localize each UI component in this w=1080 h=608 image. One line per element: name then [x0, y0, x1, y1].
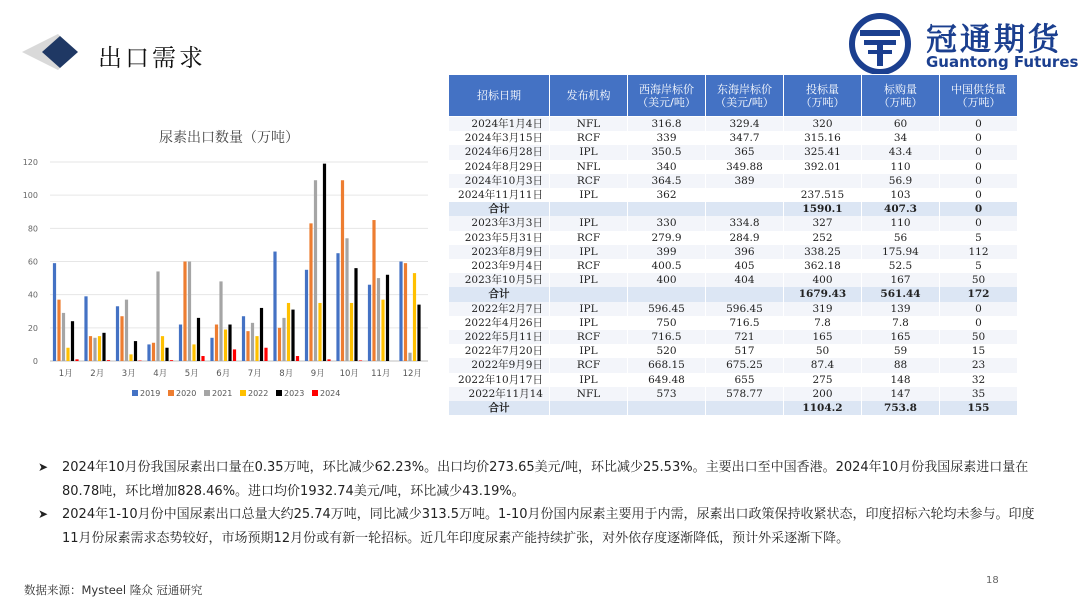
table-cell: 675.25 [706, 358, 784, 372]
table-total-row [449, 202, 1018, 216]
table-row [449, 145, 1018, 159]
table-cell: 2023年5月31日 [449, 231, 550, 245]
bar-2019 [273, 252, 276, 361]
table-cell: 350.5 [628, 145, 706, 159]
table-cell: 649.48 [628, 373, 706, 387]
title-diamond-icon [20, 34, 84, 70]
table-cell: IPL [550, 302, 628, 316]
table-cell: 32 [940, 373, 1018, 387]
bar-2023 [134, 341, 137, 361]
table-cell: 87.4 [784, 358, 862, 372]
table-cell: 139 [862, 302, 940, 316]
chart-title: 尿素出口数量（万吨） [159, 130, 299, 146]
table-header-cell: 东海岸标价 （美元/吨） [706, 75, 784, 117]
table-cell: RCF [550, 358, 628, 372]
bar-2024 [233, 349, 236, 361]
table-cell: 340 [628, 160, 706, 174]
table-row [449, 330, 1018, 344]
table-cell: 43.4 [862, 145, 940, 159]
table-cell: IPL [550, 216, 628, 230]
bar-2023 [102, 333, 105, 361]
table-cell: 284.9 [706, 231, 784, 245]
bar-2019 [210, 338, 213, 361]
bar-2019 [147, 344, 150, 361]
table-cell: 315.16 [784, 131, 862, 145]
table-cell: 2023年3月3日 [449, 216, 550, 230]
bar-2019 [336, 253, 339, 361]
table-cell [628, 202, 706, 216]
bar-2020 [309, 223, 312, 361]
legend-swatch [240, 390, 246, 396]
table-cell: 0 [940, 216, 1018, 230]
bar-2024 [327, 359, 330, 361]
x-tick-label: 8月 [279, 369, 294, 379]
bar-2019 [399, 262, 402, 362]
table-cell: 15 [940, 344, 1018, 358]
bar-2023 [291, 310, 294, 361]
table-cell: NFL [550, 387, 628, 401]
table-cell: 2024年1月4日 [449, 117, 550, 132]
table-total-row [449, 401, 1018, 415]
table-cell: 5 [940, 231, 1018, 245]
table-row [449, 245, 1018, 259]
y-tick-label: 100 [22, 191, 38, 201]
table-cell: 2023年9月4日 [449, 259, 550, 273]
x-tick-label: 3月 [121, 369, 136, 379]
table-cell: RCF [550, 330, 628, 344]
bar-2022 [129, 354, 132, 361]
table-cell: 2024年10月3日 [449, 174, 550, 188]
table-total-row [449, 287, 1018, 301]
table-cell: 721 [706, 330, 784, 344]
table-cell: 362.18 [784, 259, 862, 273]
table-cell: 0 [940, 131, 1018, 145]
table-cell: 325.41 [784, 145, 862, 159]
table-cell: 389 [706, 174, 784, 188]
y-tick-label: 80 [27, 224, 38, 234]
bar-2024 [107, 360, 110, 361]
table-cell: 330 [628, 216, 706, 230]
table-cell: IPL [550, 373, 628, 387]
bar-2022 [318, 303, 321, 361]
table-row [449, 316, 1018, 330]
legend-swatch [204, 390, 210, 396]
commentary-item [38, 456, 1036, 503]
table-cell: 2024年11月11日 [449, 188, 550, 202]
table-cell: 252 [784, 231, 862, 245]
legend-label: 2020 [176, 389, 197, 398]
table-cell: 60 [862, 117, 940, 132]
bar-2023 [417, 305, 420, 361]
bar-2019 [84, 296, 87, 361]
bar-2020 [57, 300, 60, 361]
bar-2022 [224, 329, 227, 361]
table-header-row [449, 75, 1018, 117]
table-cell: 165 [862, 330, 940, 344]
table-cell: 362 [628, 188, 706, 202]
table-cell: 23 [940, 358, 1018, 372]
table-cell: 167 [862, 273, 940, 287]
table-cell: 399 [628, 245, 706, 259]
table-cell: 165 [784, 330, 862, 344]
table-header-cell: 中国供货量 （万吨） [940, 75, 1018, 117]
table-cell: 2022年4月26日 [449, 316, 550, 330]
table-cell: RCF [550, 231, 628, 245]
table-cell [550, 287, 628, 301]
table-cell: 50 [940, 273, 1018, 287]
legend-label: 2021 [212, 389, 233, 398]
table-cell [628, 401, 706, 415]
x-tick-label: 4月 [153, 369, 168, 379]
bar-2020 [372, 220, 375, 361]
chart-svg [14, 118, 440, 414]
x-tick-label: 6月 [216, 369, 231, 379]
table-cell: 338.25 [784, 245, 862, 259]
y-tick-label: 40 [27, 290, 38, 300]
x-tick-label: 2月 [90, 369, 105, 379]
table-header-cell: 西海岸标价 （美元/吨） [628, 75, 706, 117]
table-cell: 339 [628, 131, 706, 145]
table-cell: 407.3 [862, 202, 940, 216]
table-cell: 668.15 [628, 358, 706, 372]
table-cell: 275 [784, 373, 862, 387]
table-cell: 329.4 [706, 117, 784, 132]
table-cell: 103 [862, 188, 940, 202]
bar-2019 [242, 316, 245, 361]
table-cell: IPL [550, 344, 628, 358]
table-cell: 2022年2月7日 [449, 302, 550, 316]
bar-2023 [354, 268, 357, 361]
bar-2021 [377, 278, 380, 361]
export-volume-chart [14, 118, 440, 414]
bar-2022 [413, 273, 416, 361]
table-cell: 316.8 [628, 117, 706, 132]
bar-2021 [251, 323, 254, 361]
table-cell: 2024年3月15日 [449, 131, 550, 145]
legend-swatch [312, 390, 318, 396]
table-cell: 5 [940, 259, 1018, 273]
x-tick-label: 7月 [247, 369, 262, 379]
x-tick-label: 11月 [371, 369, 391, 379]
bar-2021 [188, 262, 191, 362]
legend-label: 2022 [248, 389, 269, 398]
tender-table [448, 74, 1018, 415]
x-tick-label: 5月 [184, 369, 199, 379]
table-cell: IPL [550, 316, 628, 330]
table-cell: 279.9 [628, 231, 706, 245]
table-cell: IPL [550, 145, 628, 159]
table-cell: 2022年11月14 [449, 387, 550, 401]
x-tick-label: 12月 [402, 369, 422, 379]
table-cell: 1679.43 [784, 287, 862, 301]
bar-2020 [278, 328, 281, 361]
table-cell: IPL [550, 273, 628, 287]
page-title: 出口需求 [98, 44, 206, 72]
table-cell: 327 [784, 216, 862, 230]
table-row [449, 188, 1018, 202]
table-cell [706, 188, 784, 202]
bar-2021 [156, 271, 159, 361]
table-cell: 520 [628, 344, 706, 358]
table-cell: 349.88 [706, 160, 784, 174]
bar-2021 [314, 180, 317, 361]
bar-2022 [161, 336, 164, 361]
table-header-cell: 招标日期 [449, 75, 550, 117]
table-row [449, 302, 1018, 316]
bar-2019 [53, 263, 56, 361]
arrow-bullet-icon: ➤ [38, 460, 49, 474]
table-cell [784, 174, 862, 188]
bar-2020 [89, 336, 92, 361]
table-header-cell: 标购量 （万吨） [862, 75, 940, 117]
page-number: 18 [986, 575, 999, 586]
table-cell: 0 [940, 145, 1018, 159]
table-cell: 50 [940, 330, 1018, 344]
bar-2022 [381, 300, 384, 361]
table-row [449, 358, 1018, 372]
table-cell: 347.7 [706, 131, 784, 145]
table-cell: 2023年10月5日 [449, 273, 550, 287]
bar-2021 [345, 238, 348, 361]
table-cell: 35 [940, 387, 1018, 401]
table-cell: 0 [940, 302, 1018, 316]
table-cell: 0 [940, 160, 1018, 174]
table-cell: 578.77 [706, 387, 784, 401]
table-cell: 716.5 [706, 316, 784, 330]
table-cell: 2022年7月20日 [449, 344, 550, 358]
table-cell [706, 401, 784, 415]
bar-2021 [125, 300, 128, 361]
legend-label: 2019 [140, 389, 161, 398]
bar-2023 [197, 318, 200, 361]
table-cell: 400 [784, 273, 862, 287]
legend-swatch [168, 390, 174, 396]
table-cell: 34 [862, 131, 940, 145]
table-cell: 0 [940, 117, 1018, 132]
table-cell: 200 [784, 387, 862, 401]
bar-2022 [66, 348, 69, 361]
table-row [449, 160, 1018, 174]
table-row [449, 344, 1018, 358]
table-cell: 365 [706, 145, 784, 159]
bar-2019 [368, 285, 371, 361]
table-cell: 合计 [449, 202, 550, 216]
legend-label: 2024 [320, 389, 341, 398]
table-cell: 147 [862, 387, 940, 401]
table-cell: 400.5 [628, 259, 706, 273]
y-tick-label: 20 [27, 323, 38, 333]
table-cell: 1590.1 [784, 202, 862, 216]
bar-2024 [75, 359, 78, 361]
table-cell: 59 [862, 344, 940, 358]
table-cell: 88 [862, 358, 940, 372]
table-cell: 2024年6月28日 [449, 145, 550, 159]
bar-2022 [98, 336, 101, 361]
bar-2022 [192, 344, 195, 361]
bar-2021 [282, 318, 285, 361]
bar-2024 [264, 348, 267, 361]
commentary-text: 2024年10月份我国尿素出口量在0.35万吨，环比减少62.23%。出口均价273.65美元/吨，环比减少25.53%。主要出口至中国香港。2024年10月份我国尿素进口量在80.78吨，环比增加828.46%。进口均价1932.74美元/吨，环比减少43.19%。 [62, 460, 1029, 499]
table-cell: 0 [940, 174, 1018, 188]
y-tick-label: 0 [32, 357, 38, 366]
table-cell: 112 [940, 245, 1018, 259]
bar-2023 [386, 275, 389, 361]
x-tick-label: 1月 [58, 369, 73, 379]
table-cell: 52.5 [862, 259, 940, 273]
table-cell: 392.01 [784, 160, 862, 174]
table-cell: 110 [862, 160, 940, 174]
table-cell: 155 [940, 401, 1018, 415]
table-cell: NFL [550, 117, 628, 132]
table-cell: 56.9 [862, 174, 940, 188]
table-cell: 2024年8月29日 [449, 160, 550, 174]
bar-2020 [404, 263, 407, 361]
table-cell: 573 [628, 387, 706, 401]
table-row [449, 174, 1018, 188]
bar-2023 [260, 308, 263, 361]
bar-2024 [296, 356, 299, 361]
commentary-item [38, 503, 1036, 550]
bar-2020 [215, 325, 218, 361]
table-row [449, 117, 1018, 132]
legend-swatch [276, 390, 282, 396]
table-cell: 716.5 [628, 330, 706, 344]
table-cell: 753.8 [862, 401, 940, 415]
table-cell: 1104.2 [784, 401, 862, 415]
bar-2023 [323, 164, 326, 361]
table-cell: RCF [550, 259, 628, 273]
table-cell: 750 [628, 316, 706, 330]
bar-2023 [71, 321, 74, 361]
table-cell: 合计 [449, 401, 550, 415]
table-cell: 148 [862, 373, 940, 387]
x-tick-label: 9月 [310, 369, 325, 379]
bar-2020 [183, 262, 186, 362]
logo-emblem-icon [848, 12, 912, 76]
logo-name-en: Guantong Futures [926, 53, 1079, 71]
table-header-cell: 发布机构 [550, 75, 628, 117]
bar-2021 [408, 353, 411, 361]
table-cell: RCF [550, 174, 628, 188]
bar-2020 [246, 331, 249, 361]
table-cell: 334.8 [706, 216, 784, 230]
commentary-text: 2024年1-10月份中国尿素出口总量大约25.74万吨，同比减少313.5万吨。1-10月份国内尿素主要用于内需，尿素出口政策保持收紧状态，印度招标六轮均未参与。印度11月份尿素需求态势较好，市场预期12月份或有新一轮招标。近几年印度尿素产能持续扩张，对外依存度逐渐降低，预计外采逐渐下降。 [62, 507, 1035, 546]
bar-2021 [62, 313, 65, 361]
table-cell: 0 [940, 188, 1018, 202]
table-row [449, 259, 1018, 273]
table-header-cell: 投标量 （万吨） [784, 75, 862, 117]
table-cell: 655 [706, 373, 784, 387]
bar-2020 [120, 316, 123, 361]
table-cell: 175.94 [862, 245, 940, 259]
bar-2020 [152, 343, 155, 361]
table-cell: 合计 [449, 287, 550, 301]
table-cell: IPL [550, 245, 628, 259]
table-cell: 110 [862, 216, 940, 230]
table-cell: 517 [706, 344, 784, 358]
table-cell: 7.8 [862, 316, 940, 330]
table-cell: 396 [706, 245, 784, 259]
bar-2020 [341, 180, 344, 361]
table-cell: 596.45 [628, 302, 706, 316]
table-cell: 0 [940, 316, 1018, 330]
table-cell [550, 401, 628, 415]
bar-2024 [201, 356, 204, 361]
table-cell: 172 [940, 287, 1018, 301]
bar-2024 [170, 360, 173, 361]
table-cell: 237.515 [784, 188, 862, 202]
table-cell: 561.44 [862, 287, 940, 301]
bar-2022 [255, 336, 258, 361]
table-row [449, 273, 1018, 287]
bar-2024 [359, 360, 362, 361]
table-cell: IPL [550, 188, 628, 202]
table-cell: 405 [706, 259, 784, 273]
table-cell: 404 [706, 273, 784, 287]
table-cell: 596.45 [706, 302, 784, 316]
table-cell [628, 287, 706, 301]
table-cell [706, 287, 784, 301]
table-cell: 364.5 [628, 174, 706, 188]
bar-2022 [287, 303, 290, 361]
table-cell: 2022年9月9日 [449, 358, 550, 372]
bar-2021 [219, 281, 222, 361]
table-cell: 0 [940, 202, 1018, 216]
table-cell: 56 [862, 231, 940, 245]
table-cell: RCF [550, 131, 628, 145]
company-logo [848, 12, 1079, 76]
commentary [38, 456, 1036, 550]
logo-name-cn: 冠通期货 [926, 22, 1062, 58]
y-tick-label: 60 [27, 257, 38, 267]
table-row [449, 131, 1018, 145]
table-cell: 2022年10月17日 [449, 373, 550, 387]
table-cell: 2022年5月11日 [449, 330, 550, 344]
table-cell: 319 [784, 302, 862, 316]
table-row [449, 216, 1018, 230]
legend-swatch [132, 390, 138, 396]
bar-2019 [116, 306, 119, 361]
table-row [449, 231, 1018, 245]
table-row [449, 387, 1018, 401]
x-tick-label: 10月 [339, 369, 359, 379]
y-tick-label: 120 [22, 158, 38, 167]
bar-2022 [350, 303, 353, 361]
table-cell: 50 [784, 344, 862, 358]
table-cell: NFL [550, 160, 628, 174]
legend-label: 2023 [284, 389, 305, 398]
bar-2019 [179, 325, 182, 361]
bar-2019 [305, 270, 308, 361]
table-cell [550, 202, 628, 216]
table-row [449, 373, 1018, 387]
table-cell: 2023年8月9日 [449, 245, 550, 259]
table-cell: 400 [628, 273, 706, 287]
table-cell [706, 202, 784, 216]
bar-2023 [165, 348, 168, 361]
bar-2021 [93, 338, 96, 361]
table-cell: 7.8 [784, 316, 862, 330]
table-cell: 320 [784, 117, 862, 132]
bar-2023 [228, 325, 231, 361]
data-source: 数据来源：Mysteel 隆众 冠通研究 [24, 583, 203, 597]
arrow-bullet-icon: ➤ [38, 507, 49, 521]
